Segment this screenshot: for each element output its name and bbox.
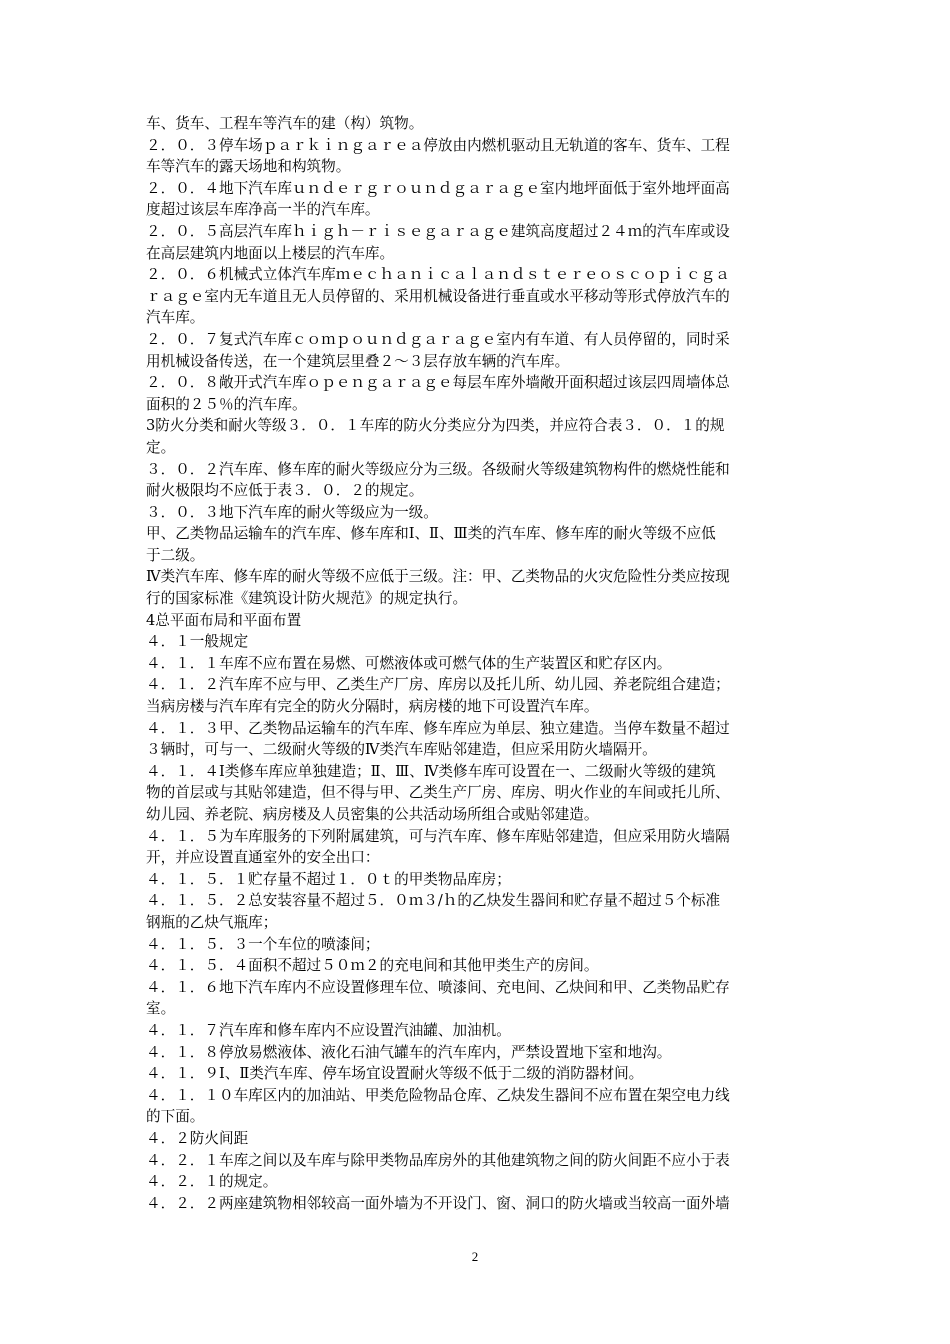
page-number: 2	[471, 1249, 479, 1264]
text-line: ４．１．１０车库区内的加油站、甲类危险物品仓库、乙炔发生器间不应布置在架空电力线	[146, 1086, 730, 1104]
text-line: 室。	[146, 1000, 176, 1018]
text-line: ４．１．２汽车库不应与甲、乙类生产厂房、库房以及托儿所、幼儿园、养老院组合建造；	[146, 676, 730, 694]
text-line: 车等汽车的露天场地和构筑物。	[146, 158, 351, 176]
text-line: 开，并应设置直通室外的安全出口：	[146, 849, 380, 867]
text-line: ４．１．７汽车库和修车库内不应设置汽油罐、加油机。	[146, 1021, 511, 1039]
text-line: 行的国家标准《建筑设计防火规范》的规定执行。	[146, 590, 468, 608]
text-line: ４．１．６地下汽车库内不应设置修理车位、喷漆间、充电间、乙炔间和甲、乙类物品贮存	[146, 978, 730, 996]
text-line: ３．０．２汽车库、修车库的耐火等级应分为三级。各级耐火等级建筑物构件的燃烧性能和	[146, 460, 730, 478]
text-line: ２．０．３停车场ｐａｒｋｉｎｇａｒｅａ停放由内燃机驱动且无轨道的客车、货车、工程	[146, 136, 730, 154]
text-line: ２．０．６机械式立体汽车库ｍｅｃｈａｎｉｃａｌａｎｄｓｔｅｒｅｏｓｃｏｐｉｃｇａ	[146, 266, 730, 284]
text-line: Ⅳ类汽车库、修车库的耐火等级不应低于三级。注：甲、乙类物品的火灾危险性分类应按现	[146, 568, 730, 586]
text-line: ２．０．４地下汽车库ｕｎｄｅｒｇｒｏｕｎｄｇａｒａｇｅ室内地坪面低于室外地坪面高	[146, 179, 730, 197]
text-line: ４．１．９Ⅰ、Ⅱ类汽车库、停车场宜设置耐火等级不低于二级的消防器材间。	[146, 1065, 644, 1083]
text-line: 于二级。	[146, 546, 205, 564]
text-line: ４．１．５为车库服务的下列附属建筑，可与汽车库、修车库贴邻建造，但应采用防火墙隔	[146, 827, 730, 845]
text-line: ３．０．３地下汽车库的耐火等级应为一级。	[146, 503, 438, 521]
document-body	[146, 113, 814, 1214]
text-line: 幼儿园、养老院、病房楼及人员密集的公共活动场所组合或贴邻建造。	[146, 806, 599, 823]
text-line: ４．１一般规定	[146, 633, 249, 651]
text-line: ｒａｇｅ室内无车道且无人员停留的、采用机械设备进行垂直或水平移动等形式停放汽车的	[146, 287, 730, 305]
text-line: 物的首层或与其贴邻建造，但不得与甲、乙类生产厂房、库房、明火作业的车间或托儿所、	[146, 784, 730, 802]
text-line: 3防火分类和耐火等级３．０．１车库的防火分类应分为四类，并应符合表３．０．１的规	[146, 417, 725, 435]
text-line: 车、货车、工程车等汽车的建（构）筑物。	[146, 115, 424, 132]
text-line: 耐火极限均不应低于表３．０．２的规定。	[146, 482, 424, 500]
text-line: 用机械设备传送，在一个建筑层里叠２～３层存放车辆的汽车库。	[146, 352, 570, 370]
text-line: 汽车库。	[146, 309, 205, 327]
text-line: ４．２．１的规定。	[146, 1173, 278, 1191]
text-line: ４．１．１车库不应布置在易燃、可燃液体或可燃气体的生产装置区和贮存区内。	[146, 654, 672, 672]
text-line: 面积的２５％的汽车库。	[146, 395, 307, 413]
text-line: ４．１．３甲、乙类物品运输车的汽车库、修车库应为单层、独立建造。当停车数量不超过	[146, 719, 730, 737]
text-line: ２．０．５高层汽车库ｈｉｇｈ－ｒｉｓｅｇａｒａｇｅ建筑高度超过２４ｍ的汽车库或设	[146, 222, 730, 240]
text-line: 甲、乙类物品运输车的汽车库、修车库和Ⅰ、Ⅱ、Ⅲ类的汽车库、修车库的耐火等级不应低	[146, 525, 716, 543]
text-line: 的下面。	[146, 1108, 205, 1126]
text-line: ４．１．５．１贮存量不超过１．０ｔ的甲类物品库房；	[146, 870, 511, 888]
text-line: 度超过该层车库净高一半的汽车库。	[146, 201, 380, 219]
text-line: ３辆时，可与一、二级耐火等级的Ⅳ类汽车库贴邻建造，但应采用防火墙隔开。	[146, 741, 657, 759]
text-line: 定。	[146, 438, 176, 456]
text-line: ４．２．１车库之间以及车库与除甲类物品库房外的其他建筑物之间的防火间距不应小于表	[146, 1151, 730, 1169]
text-line: ４．１．５．４面积不超过５０ｍ２的充电间和其他甲类生产的房间。	[146, 957, 599, 975]
text-line: ４．１．８停放易燃液体、液化石油气罐车的汽车库内，严禁设置地下室和地沟。	[146, 1043, 672, 1061]
text-line: ２．０．７复式汽车库ｃｏｍｐｏｕｎｄｇａｒａｇｅ室内有车道、有人员停留的，同时采	[146, 330, 730, 348]
text-line: ４．１．４Ⅰ类修车库应单独建造；Ⅱ、Ⅲ、Ⅳ类修车库可设置在一、二级耐火等级的建筑	[146, 762, 716, 780]
text-line: 当病房楼与汽车库有完全的防火分隔时，病房楼的地下可设置汽车库。	[146, 698, 599, 716]
text-line: 在高层建筑内地面以上楼层的汽车库。	[146, 244, 395, 262]
text-line: ４．１．５．２总安装容量不超过５．０ｍ３/ｈ的乙炔发生器间和贮存量不超过５个标准	[146, 892, 721, 910]
text-line: ４．１．５．３一个车位的喷漆间；	[146, 935, 380, 953]
text-line: ２．０．８敞开式汽车库ｏｐｅｎｇａｒａｇｅ每层车库外墙敞开面积超过该层四周墙体总	[146, 374, 730, 392]
text-line: ４．２．２两座建筑物相邻较高一面外墙为不开设门、窗、洞口的防火墙或当较高一面外墙	[146, 1194, 730, 1212]
text-line: 钢瓶的乙炔气瓶库；	[146, 913, 278, 931]
text-line: ４．２防火间距	[146, 1129, 249, 1147]
text-line: 4总平面布局和平面布置	[146, 611, 302, 629]
